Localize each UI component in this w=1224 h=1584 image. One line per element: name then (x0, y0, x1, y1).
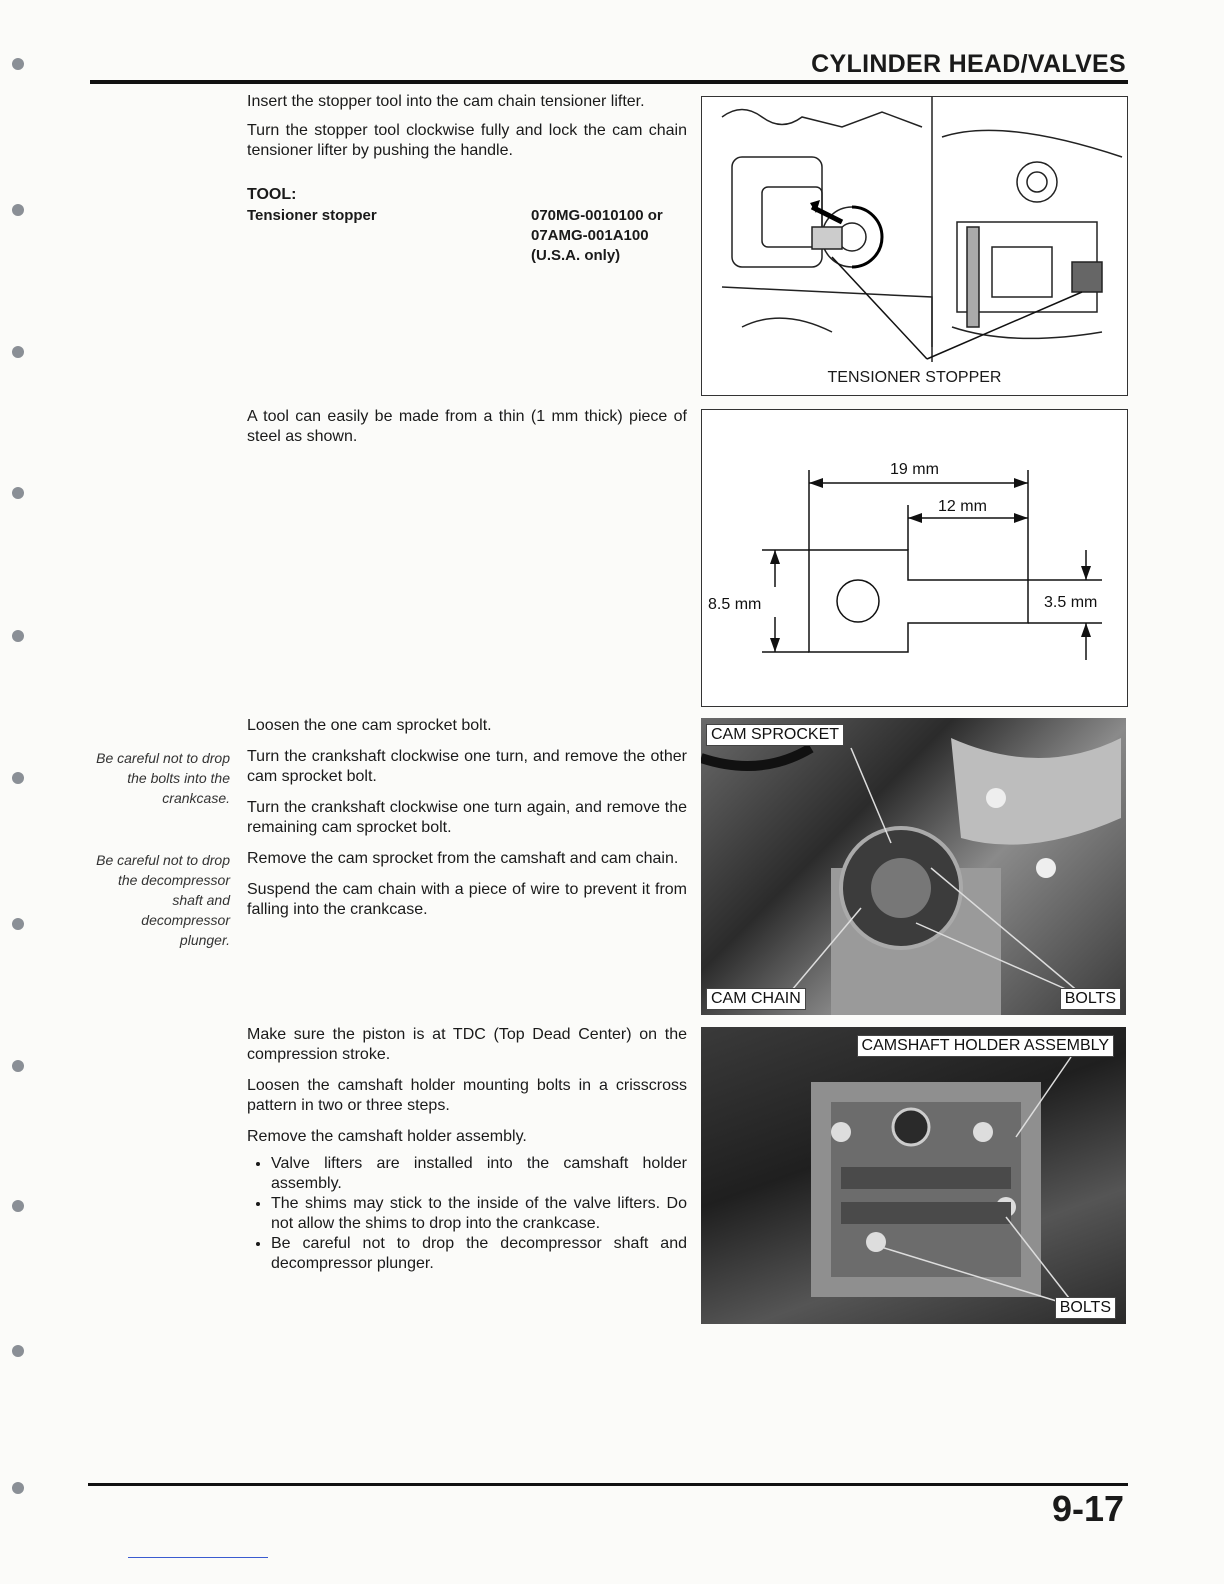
camshaft-holder-photo-art (701, 1027, 1126, 1324)
paragraph: Turn the stopper tool clockwise fully and lock the cam chain tensioner lifter by pushing the handle. (247, 122, 687, 159)
tool-heading: TOOL: (247, 186, 297, 203)
binder-hole (12, 1200, 24, 1212)
paragraph: Loosen the camshaft holder mounting bolts in a crisscross pattern in two or three steps. (247, 1077, 687, 1114)
paragraph: Make sure the piston is at TDC (Top Dead Center) on the compression stroke. (247, 1026, 687, 1063)
tensioner-illustration (702, 97, 1127, 362)
figure-tool-dimensions (701, 409, 1128, 707)
section-title: CYLINDER HEAD/VALVES (811, 50, 1126, 78)
photo-camshaft-holder (701, 1027, 1126, 1324)
binder-hole (12, 58, 24, 70)
list-item: • Valve lifters are installed into the camshaft holder assembly. (271, 1154, 687, 1194)
paragraph: Remove the camshaft holder assembly. (247, 1128, 527, 1145)
tool-name: Tensioner stopper (247, 207, 377, 224)
label-camshaft-holder: CAMSHAFT HOLDER ASSEMBLY (857, 1035, 1114, 1057)
binder-hole (12, 487, 24, 499)
figure-caption: TENSIONER STOPPER (827, 369, 1002, 386)
binder-hole (12, 346, 24, 358)
cam-sprocket-photo-art (701, 718, 1126, 1015)
section-2-text (247, 407, 687, 456)
paragraph: A tool can easily be made from a thin (1 mm thick) piece of steel as shown. (247, 408, 687, 445)
footer-rule (88, 1483, 1128, 1486)
binder-hole (12, 1060, 24, 1072)
dim-8-5: 8.5 mm (708, 596, 762, 613)
section-3-text (247, 716, 687, 929)
side-note: Be careful not to drop the decompressor shaft and decompressor plunger. (96, 852, 230, 948)
binder-hole (12, 1482, 24, 1494)
paragraph: Remove the cam sprocket from the camshaft and cam chain. (247, 850, 679, 867)
tool-number: 07AMG-001A100 (531, 227, 649, 244)
binder-hole (12, 772, 24, 784)
binder-hole (12, 204, 24, 216)
label-cam-sprocket: CAM SPROCKET (706, 724, 844, 746)
paragraph: Suspend the cam chain with a piece of wire to prevent it from falling into the crankcase. (247, 881, 687, 918)
notes-list (247, 1154, 687, 1274)
list-item: • The shims may stick to the inside of the valve lifters. Do not allow the shims to drop into the crankcase. (271, 1194, 687, 1234)
tool-number: (U.S.A. only) (531, 247, 621, 264)
paragraph: Turn the crankshaft clockwise one turn again, and remove the remaining cam sprocket bolt. (247, 799, 687, 836)
dim-12: 12 mm (938, 498, 987, 515)
section-4-text (247, 1025, 687, 1274)
paragraph: Insert the stopper tool into the cam chain tensioner lifter. (247, 93, 645, 110)
dim-3-5: 3.5 mm (1044, 594, 1098, 611)
tool-number: 070MG-0010100 or (531, 207, 663, 224)
figure-tensioner-stopper (701, 96, 1128, 396)
section-1-text (247, 92, 687, 170)
binder-hole (12, 630, 24, 642)
header-rule (90, 80, 1128, 84)
label-bolts: BOLTS (1060, 988, 1121, 1010)
binder-hole (12, 918, 24, 930)
side-note: Be careful not to drop the bolts into the crankcase. (96, 750, 230, 806)
footer-underline (128, 1557, 268, 1558)
photo-cam-sprocket (701, 718, 1126, 1015)
binder-hole (12, 1345, 24, 1357)
dim-19: 19 mm (890, 461, 939, 478)
page-number: 9-17 (1051, 1488, 1124, 1529)
paragraph: Turn the crankshaft clockwise one turn, and remove the other cam sprocket bolt. (247, 748, 687, 785)
label-cam-chain: CAM CHAIN (706, 988, 806, 1010)
paragraph: Loosen the one cam sprocket bolt. (247, 717, 492, 734)
list-item: • Be careful not to drop the decompressor shaft and decompressor plunger. (271, 1234, 687, 1274)
label-bolts: BOLTS (1055, 1297, 1116, 1319)
dimension-drawing (702, 410, 1127, 706)
